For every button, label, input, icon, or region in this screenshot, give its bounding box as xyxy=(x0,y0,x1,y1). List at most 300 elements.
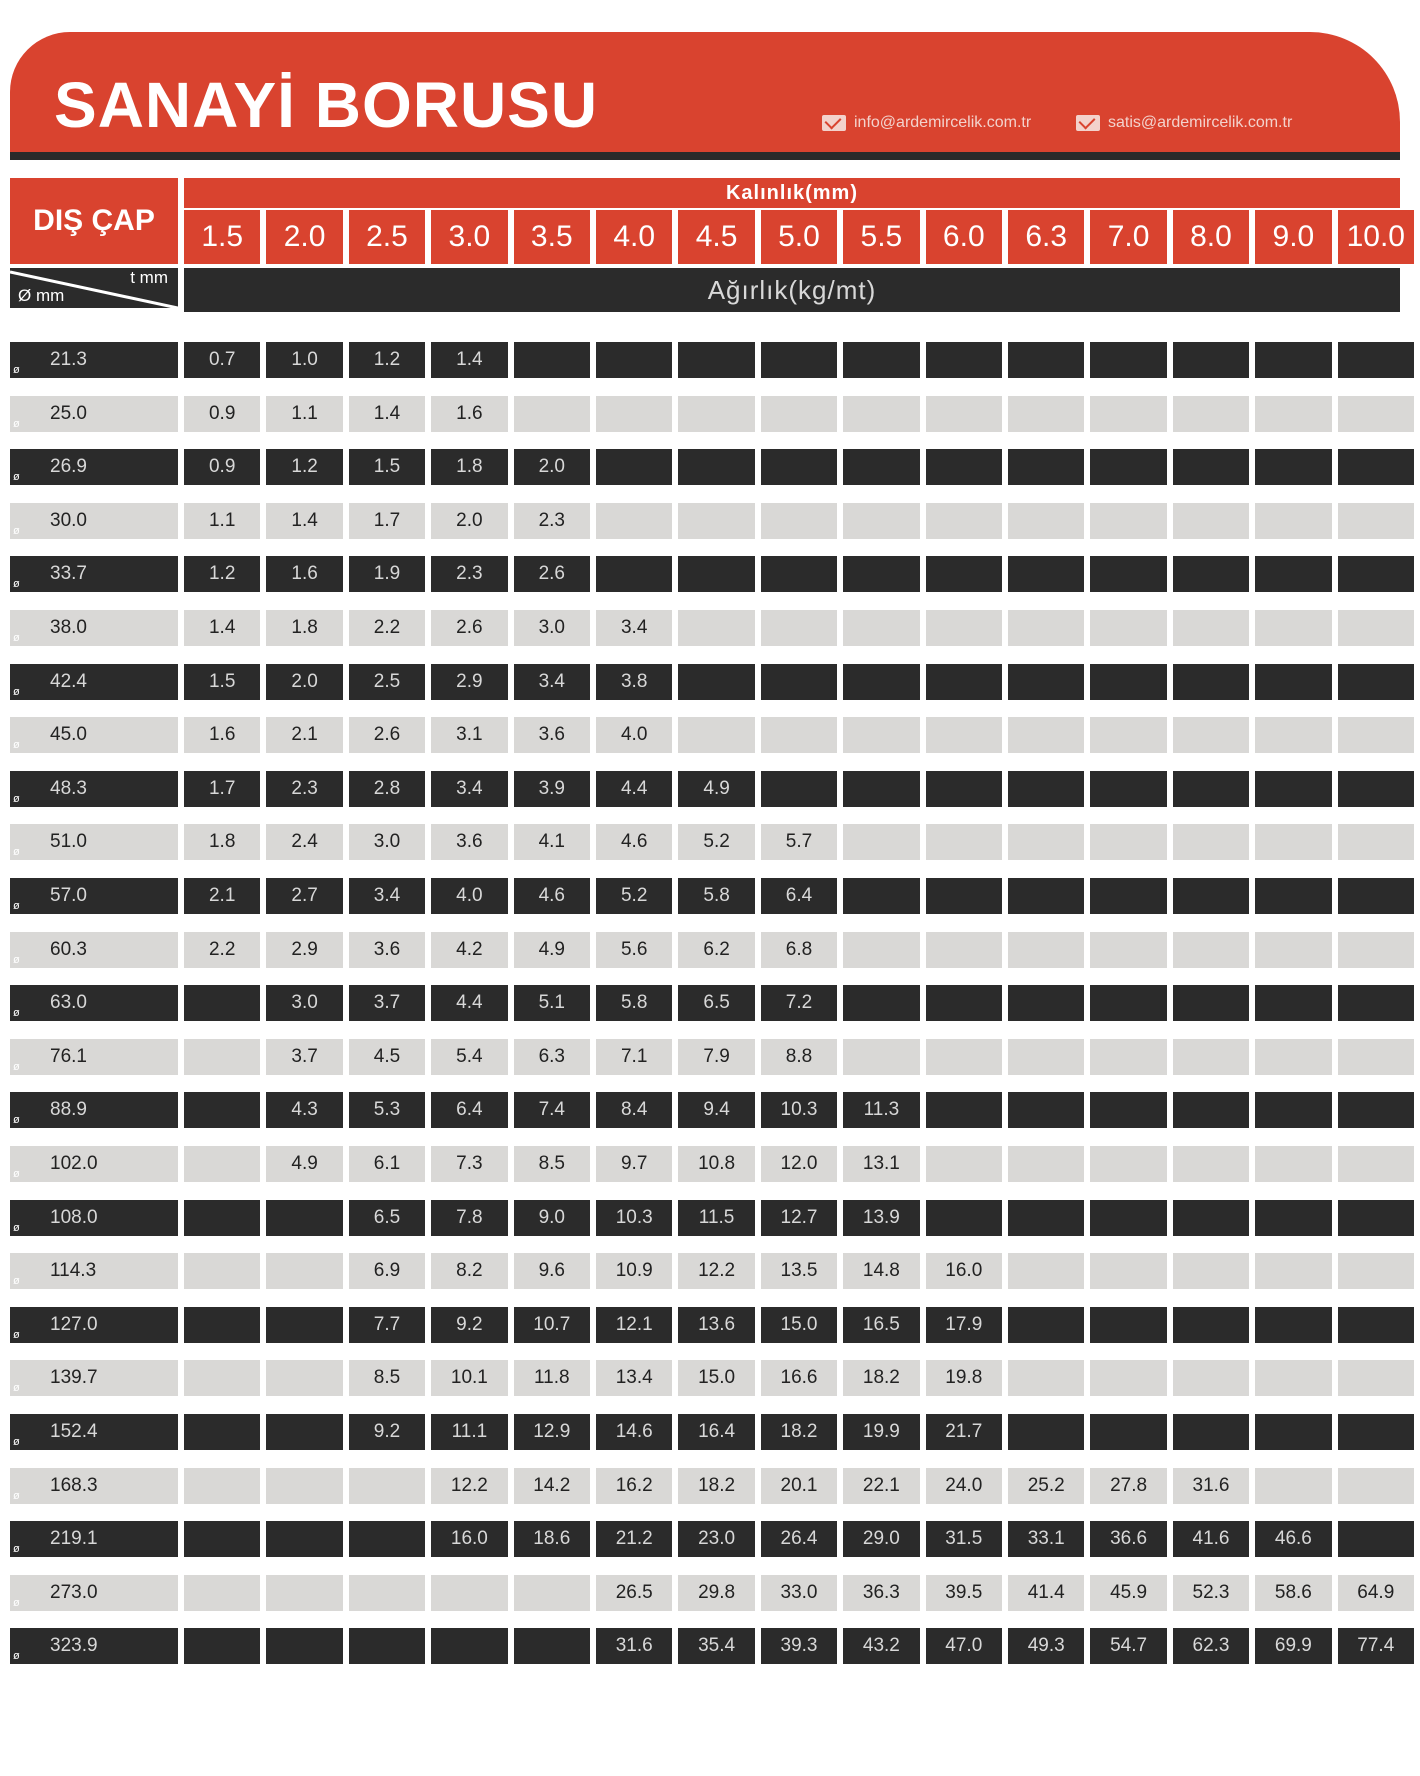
weight-cell xyxy=(266,1628,342,1664)
weight-cell xyxy=(926,449,1002,485)
weight-cell xyxy=(843,878,919,914)
weight-cell: 10.8 xyxy=(678,1146,754,1182)
weight-cell: 1.7 xyxy=(184,771,260,807)
weight-cell xyxy=(1008,610,1084,646)
thickness-header-cell: 6.3 xyxy=(1008,210,1084,264)
weight-cell: 2.6 xyxy=(431,610,507,646)
weight-cell: 29.0 xyxy=(843,1521,919,1557)
mail-icon xyxy=(822,115,846,131)
diameter-value: 33.7 xyxy=(50,563,87,585)
weight-cell: 14.8 xyxy=(843,1253,919,1289)
weight-cell: 4.3 xyxy=(266,1092,342,1128)
weight-cell: 4.5 xyxy=(349,1039,425,1075)
weight-cell xyxy=(1090,1092,1166,1128)
weight-cell: 1.9 xyxy=(349,556,425,592)
weight-cell xyxy=(184,1628,260,1664)
weight-cell xyxy=(184,1253,260,1289)
weight-cell xyxy=(843,985,919,1021)
weight-cell: 9.2 xyxy=(431,1307,507,1343)
weight-cell xyxy=(1173,1092,1249,1128)
weight-cell xyxy=(1338,878,1414,914)
weight-cell xyxy=(843,342,919,378)
diameter-value: 63.0 xyxy=(50,992,87,1014)
weight-cell: 47.0 xyxy=(926,1628,1002,1664)
weight-cell xyxy=(1090,556,1166,592)
weight-cell: 7.1 xyxy=(596,1039,672,1075)
diameter-cell xyxy=(10,1575,178,1611)
weight-cell: 1.2 xyxy=(266,449,342,485)
weight-cell: 77.4 xyxy=(1338,1628,1414,1664)
weight-cell xyxy=(1173,985,1249,1021)
weight-cell xyxy=(761,449,837,485)
weight-cell xyxy=(1255,396,1331,432)
weight-cell xyxy=(1173,342,1249,378)
weight-cell: 8.8 xyxy=(761,1039,837,1075)
weight-cell xyxy=(1255,771,1331,807)
weight-cell: 18.2 xyxy=(843,1360,919,1396)
weight-cell xyxy=(184,1200,260,1236)
weight-cell: 45.9 xyxy=(1090,1575,1166,1611)
weight-cell xyxy=(349,1575,425,1611)
weight-cell: 1.4 xyxy=(349,396,425,432)
weight-cell: 39.5 xyxy=(926,1575,1002,1611)
weight-cell: 7.4 xyxy=(514,1092,590,1128)
weight-cell: 1.4 xyxy=(431,342,507,378)
diameter-cell xyxy=(10,717,178,753)
weight-cell: 26.4 xyxy=(761,1521,837,1557)
weight-cell xyxy=(1008,1307,1084,1343)
diameter-value: 102.0 xyxy=(50,1153,98,1174)
weight-cell xyxy=(184,1468,260,1504)
weight-cell: 24.0 xyxy=(926,1468,1002,1504)
weight-cell: 10.9 xyxy=(596,1253,672,1289)
weight-cell xyxy=(1090,1360,1166,1396)
weight-cell xyxy=(1008,396,1084,432)
weight-cell xyxy=(1008,342,1084,378)
thickness-header-cell: 7.0 xyxy=(1090,210,1166,264)
weight-cell xyxy=(184,985,260,1021)
weight-cell xyxy=(1255,985,1331,1021)
weight-cell: 13.9 xyxy=(843,1200,919,1236)
weight-cell xyxy=(1090,610,1166,646)
diameter-symbol-icon: ø xyxy=(13,1275,20,1288)
weight-cell xyxy=(761,717,837,753)
weight-cell: 64.9 xyxy=(1338,1575,1414,1611)
weight-cell: 13.5 xyxy=(761,1253,837,1289)
weight-cell: 15.0 xyxy=(761,1307,837,1343)
weight-cell: 31.6 xyxy=(596,1628,672,1664)
weight-cell: 5.3 xyxy=(349,1092,425,1128)
diameter-cell xyxy=(10,771,178,807)
info-email-link[interactable] xyxy=(822,114,1031,132)
weight-cell: 7.9 xyxy=(678,1039,754,1075)
weight-cell: 6.2 xyxy=(678,932,754,968)
weight-cell: 0.9 xyxy=(184,449,260,485)
weight-cell xyxy=(843,610,919,646)
weight-cell xyxy=(1090,1146,1166,1182)
weight-cell xyxy=(266,1200,342,1236)
diameter-symbol-icon: ø xyxy=(13,846,20,859)
weight-cell: 1.0 xyxy=(266,342,342,378)
weight-cell: 3.6 xyxy=(514,717,590,753)
weight-cell: 41.6 xyxy=(1173,1521,1249,1557)
weight-cell: 2.1 xyxy=(266,717,342,753)
weight-cell xyxy=(1255,1039,1331,1075)
dis-cap-header: DIŞ ÇAP xyxy=(10,178,178,264)
weight-cell xyxy=(1338,1414,1414,1450)
weight-cell: 4.1 xyxy=(514,824,590,860)
weight-cell xyxy=(1338,1468,1414,1504)
weight-cell xyxy=(1255,664,1331,700)
weight-cell: 21.7 xyxy=(926,1414,1002,1450)
weight-cell xyxy=(1008,449,1084,485)
weight-cell: 2.0 xyxy=(266,664,342,700)
weight-cell: 12.9 xyxy=(514,1414,590,1450)
weight-cell: 2.9 xyxy=(266,932,342,968)
diameter-value: 51.0 xyxy=(50,831,87,853)
weight-cell xyxy=(926,1146,1002,1182)
diameter-cell xyxy=(10,1414,178,1450)
weight-cell xyxy=(1008,1414,1084,1450)
kalinlik-header: Kalınlık(mm) xyxy=(184,178,1400,208)
weight-cell: 21.2 xyxy=(596,1521,672,1557)
weight-cell xyxy=(1173,878,1249,914)
thickness-header-cell: 6.0 xyxy=(926,210,1002,264)
weight-cell xyxy=(926,556,1002,592)
diameter-value: 48.3 xyxy=(50,777,87,799)
diameter-value: 323.9 xyxy=(50,1635,98,1657)
weight-cell: 3.0 xyxy=(266,985,342,1021)
t-mm-label: t mm xyxy=(130,268,168,287)
weight-cell xyxy=(926,1092,1002,1128)
weight-cell xyxy=(926,771,1002,807)
weight-cell xyxy=(678,396,754,432)
weight-cell: 10.7 xyxy=(514,1307,590,1343)
weight-cell xyxy=(761,396,837,432)
weight-cell: 5.2 xyxy=(596,878,672,914)
weight-cell xyxy=(1090,396,1166,432)
weight-cell xyxy=(184,1307,260,1343)
weight-cell: 22.1 xyxy=(843,1468,919,1504)
weight-cell: 16.2 xyxy=(596,1468,672,1504)
weight-cell xyxy=(596,503,672,539)
thickness-header-cell: 2.0 xyxy=(266,210,342,264)
weight-cell: 7.8 xyxy=(431,1200,507,1236)
weight-cell: 9.2 xyxy=(349,1414,425,1450)
weight-cell xyxy=(1338,717,1414,753)
diameter-value: 76.1 xyxy=(50,1045,87,1067)
weight-cell xyxy=(1090,503,1166,539)
weight-cell: 18.6 xyxy=(514,1521,590,1557)
weight-cell: 1.8 xyxy=(184,824,260,860)
weight-cell: 4.9 xyxy=(266,1146,342,1182)
diameter-cell xyxy=(10,1092,178,1128)
weight-cell: 4.4 xyxy=(596,771,672,807)
diameter-value: 21.3 xyxy=(50,349,87,370)
diameter-cell xyxy=(10,342,178,378)
weight-cell: 3.7 xyxy=(349,985,425,1021)
weight-cell: 8.5 xyxy=(349,1360,425,1396)
weight-cell xyxy=(678,449,754,485)
weight-cell: 16.0 xyxy=(431,1521,507,1557)
weight-cell xyxy=(596,342,672,378)
mail-icon xyxy=(1076,115,1100,131)
weight-cell xyxy=(1008,1360,1084,1396)
weight-cell xyxy=(1338,1307,1414,1343)
weight-cell: 27.8 xyxy=(1090,1468,1166,1504)
weight-cell: 2.0 xyxy=(514,449,590,485)
page-title: SANAYİ BORUSU xyxy=(54,69,599,141)
weight-cell: 3.4 xyxy=(349,878,425,914)
thickness-header-cell: 10.0 xyxy=(1338,210,1414,264)
weight-cell: 6.1 xyxy=(349,1146,425,1182)
diameter-symbol-icon: ø xyxy=(13,1650,20,1663)
weight-cell xyxy=(1338,1360,1414,1396)
weight-cell: 1.4 xyxy=(266,503,342,539)
weight-cell xyxy=(1008,932,1084,968)
weight-cell: 1.6 xyxy=(266,556,342,592)
weight-cell xyxy=(843,824,919,860)
weight-cell: 4.2 xyxy=(431,932,507,968)
weight-cell xyxy=(1338,985,1414,1021)
weight-cell: 14.6 xyxy=(596,1414,672,1450)
weight-cell: 2.8 xyxy=(349,771,425,807)
weight-cell xyxy=(1173,717,1249,753)
diameter-value: 30.0 xyxy=(50,509,87,531)
weight-cell: 31.6 xyxy=(1173,1468,1249,1504)
weight-cell: 49.3 xyxy=(1008,1628,1084,1664)
diameter-cell xyxy=(10,1521,178,1557)
diameter-symbol-icon: ø xyxy=(13,417,20,430)
weight-cell xyxy=(1090,342,1166,378)
weight-cell: 5.8 xyxy=(596,985,672,1021)
weight-cell xyxy=(349,1468,425,1504)
info-email-text: info@ardemircelik.com.tr xyxy=(854,114,1032,131)
weight-cell: 69.9 xyxy=(1255,1628,1331,1664)
weight-cell xyxy=(1338,342,1414,378)
diameter-value: 139.7 xyxy=(50,1367,98,1389)
thickness-header-cell: 5.5 xyxy=(843,210,919,264)
weight-cell xyxy=(514,1575,590,1611)
weight-cell: 20.1 xyxy=(761,1468,837,1504)
diameter-symbol-icon: ø xyxy=(13,1114,20,1127)
weight-cell: 2.0 xyxy=(431,503,507,539)
weight-cell xyxy=(349,1628,425,1664)
weight-cell: 5.2 xyxy=(678,824,754,860)
weight-cell: 2.6 xyxy=(349,717,425,753)
weight-cell xyxy=(678,610,754,646)
diameter-symbol-icon: ø xyxy=(13,632,20,644)
weight-cell: 3.8 xyxy=(596,664,672,700)
weight-cell xyxy=(266,1521,342,1557)
weight-cell xyxy=(1173,932,1249,968)
weight-cell: 7.3 xyxy=(431,1146,507,1182)
diameter-symbol-icon: ø xyxy=(13,685,20,698)
weight-cell: 2.3 xyxy=(266,771,342,807)
weight-cell xyxy=(1255,610,1331,646)
weight-cell: 4.6 xyxy=(596,824,672,860)
weight-cell xyxy=(1090,1307,1166,1343)
weight-cell xyxy=(926,932,1002,968)
weight-cell: 6.9 xyxy=(349,1253,425,1289)
diameter-cell xyxy=(10,1039,178,1075)
diameter-cell xyxy=(10,503,178,539)
weight-cell: 4.9 xyxy=(678,771,754,807)
weight-cell: 3.6 xyxy=(349,932,425,968)
weight-cell xyxy=(1338,824,1414,860)
weight-cell xyxy=(1008,1092,1084,1128)
thickness-header-cell: 3.0 xyxy=(431,210,507,264)
weight-cell xyxy=(1090,771,1166,807)
weight-cell xyxy=(1090,664,1166,700)
diameter-value: 42.4 xyxy=(50,670,87,692)
weight-cell xyxy=(1173,396,1249,432)
diameter-cell xyxy=(10,664,178,700)
weight-cell: 9.4 xyxy=(678,1092,754,1128)
weight-cell xyxy=(1008,824,1084,860)
weight-cell: 3.0 xyxy=(514,610,590,646)
weight-cell xyxy=(1255,717,1331,753)
weight-cell xyxy=(1008,556,1084,592)
diameter-cell xyxy=(10,824,178,860)
weight-cell xyxy=(843,503,919,539)
weight-cell xyxy=(1255,824,1331,860)
diameter-cell xyxy=(10,932,178,968)
weight-cell: 39.3 xyxy=(761,1628,837,1664)
weight-cell xyxy=(1173,503,1249,539)
weight-cell xyxy=(184,1521,260,1557)
weight-cell xyxy=(184,1575,260,1611)
weight-cell xyxy=(596,449,672,485)
weight-cell xyxy=(761,610,837,646)
diameter-symbol-icon: ø xyxy=(13,1328,20,1341)
weight-cell xyxy=(1008,1146,1084,1182)
weight-cell xyxy=(843,556,919,592)
weight-cell: 18.2 xyxy=(761,1414,837,1450)
weight-cell xyxy=(1338,396,1414,432)
weight-cell xyxy=(1255,1146,1331,1182)
weight-cell xyxy=(1255,449,1331,485)
weight-cell xyxy=(1173,556,1249,592)
weight-cell xyxy=(596,556,672,592)
diameter-value: 219.1 xyxy=(50,1528,98,1550)
weight-cell xyxy=(1008,985,1084,1021)
weight-cell: 4.9 xyxy=(514,932,590,968)
weight-cell xyxy=(184,1039,260,1075)
diameter-symbol-icon: ø xyxy=(13,1221,20,1234)
diameter-symbol-icon: ø xyxy=(13,524,20,537)
weight-cell xyxy=(1338,1521,1414,1557)
weight-cell: 52.3 xyxy=(1173,1575,1249,1611)
diameter-cell xyxy=(10,396,178,432)
diameter-symbol-icon: ø xyxy=(13,739,20,752)
weight-cell: 11.3 xyxy=(843,1092,919,1128)
weight-cell: 6.4 xyxy=(761,878,837,914)
weight-cell xyxy=(1255,1253,1331,1289)
weight-cell xyxy=(761,342,837,378)
diameter-symbol-icon: ø xyxy=(13,1382,20,1395)
weight-cell xyxy=(1338,1253,1414,1289)
weight-cell: 1.5 xyxy=(184,664,260,700)
diameter-cell xyxy=(10,985,178,1021)
weight-cell xyxy=(266,1468,342,1504)
weight-cell: 1.1 xyxy=(184,503,260,539)
weight-cell xyxy=(1008,1200,1084,1236)
weight-cell xyxy=(1173,1414,1249,1450)
weight-cell xyxy=(266,1414,342,1450)
weight-cell xyxy=(1008,664,1084,700)
weight-cell xyxy=(926,342,1002,378)
weight-cell: 1.2 xyxy=(349,342,425,378)
weight-cell: 2.3 xyxy=(431,556,507,592)
weight-cell xyxy=(926,1039,1002,1075)
weight-cell: 2.6 xyxy=(514,556,590,592)
diameter-cell xyxy=(10,1307,178,1343)
weight-cell xyxy=(1008,878,1084,914)
weight-cell xyxy=(1090,878,1166,914)
weight-cell: 7.2 xyxy=(761,985,837,1021)
weight-cell: 2.2 xyxy=(184,932,260,968)
weight-cell: 5.7 xyxy=(761,824,837,860)
weight-cell xyxy=(431,1575,507,1611)
weight-cell: 16.4 xyxy=(678,1414,754,1450)
diameter-cell xyxy=(10,610,178,646)
weight-cell xyxy=(1338,1200,1414,1236)
weight-cell xyxy=(514,342,590,378)
weight-cell: 8.5 xyxy=(514,1146,590,1182)
weight-cell xyxy=(1173,1307,1249,1343)
diameter-symbol-icon: ø xyxy=(13,1168,20,1180)
sales-email-link[interactable] xyxy=(1076,114,1292,132)
weight-cell xyxy=(1338,1146,1414,1182)
weight-cell: 6.3 xyxy=(514,1039,590,1075)
weight-cell: 2.1 xyxy=(184,878,260,914)
diameter-cell xyxy=(10,449,178,485)
weight-cell: 4.0 xyxy=(431,878,507,914)
weight-cell xyxy=(1008,771,1084,807)
weight-cell: 2.9 xyxy=(431,664,507,700)
weight-cell: 3.4 xyxy=(596,610,672,646)
diameter-symbol-icon: ø xyxy=(13,1543,20,1556)
diameter-symbol-icon: ø xyxy=(13,1436,20,1448)
diameter-symbol-icon: ø xyxy=(13,364,20,376)
weight-cell: 58.6 xyxy=(1255,1575,1331,1611)
weight-cell: 4.4 xyxy=(431,985,507,1021)
weight-cell: 5.8 xyxy=(678,878,754,914)
weight-cell: 12.1 xyxy=(596,1307,672,1343)
weight-cell: 15.0 xyxy=(678,1360,754,1396)
weight-cell: 5.1 xyxy=(514,985,590,1021)
weight-cell: 1.5 xyxy=(349,449,425,485)
weight-cell: 3.9 xyxy=(514,771,590,807)
diameter-value: 88.9 xyxy=(50,1099,87,1121)
weight-cell xyxy=(1173,1360,1249,1396)
weight-cell xyxy=(1255,1468,1331,1504)
weight-cell: 7.7 xyxy=(349,1307,425,1343)
weight-cell: 16.0 xyxy=(926,1253,1002,1289)
weight-cell: 3.0 xyxy=(349,824,425,860)
weight-cell xyxy=(1173,771,1249,807)
diameter-value: 60.3 xyxy=(50,938,87,960)
weight-cell xyxy=(843,396,919,432)
weight-cell: 18.2 xyxy=(678,1468,754,1504)
weight-cell xyxy=(1338,556,1414,592)
weight-cell xyxy=(1338,610,1414,646)
weight-cell: 11.1 xyxy=(431,1414,507,1450)
weight-cell xyxy=(1338,664,1414,700)
thickness-header-cell: 5.0 xyxy=(761,210,837,264)
diameter-symbol-icon: ø xyxy=(13,1060,20,1073)
